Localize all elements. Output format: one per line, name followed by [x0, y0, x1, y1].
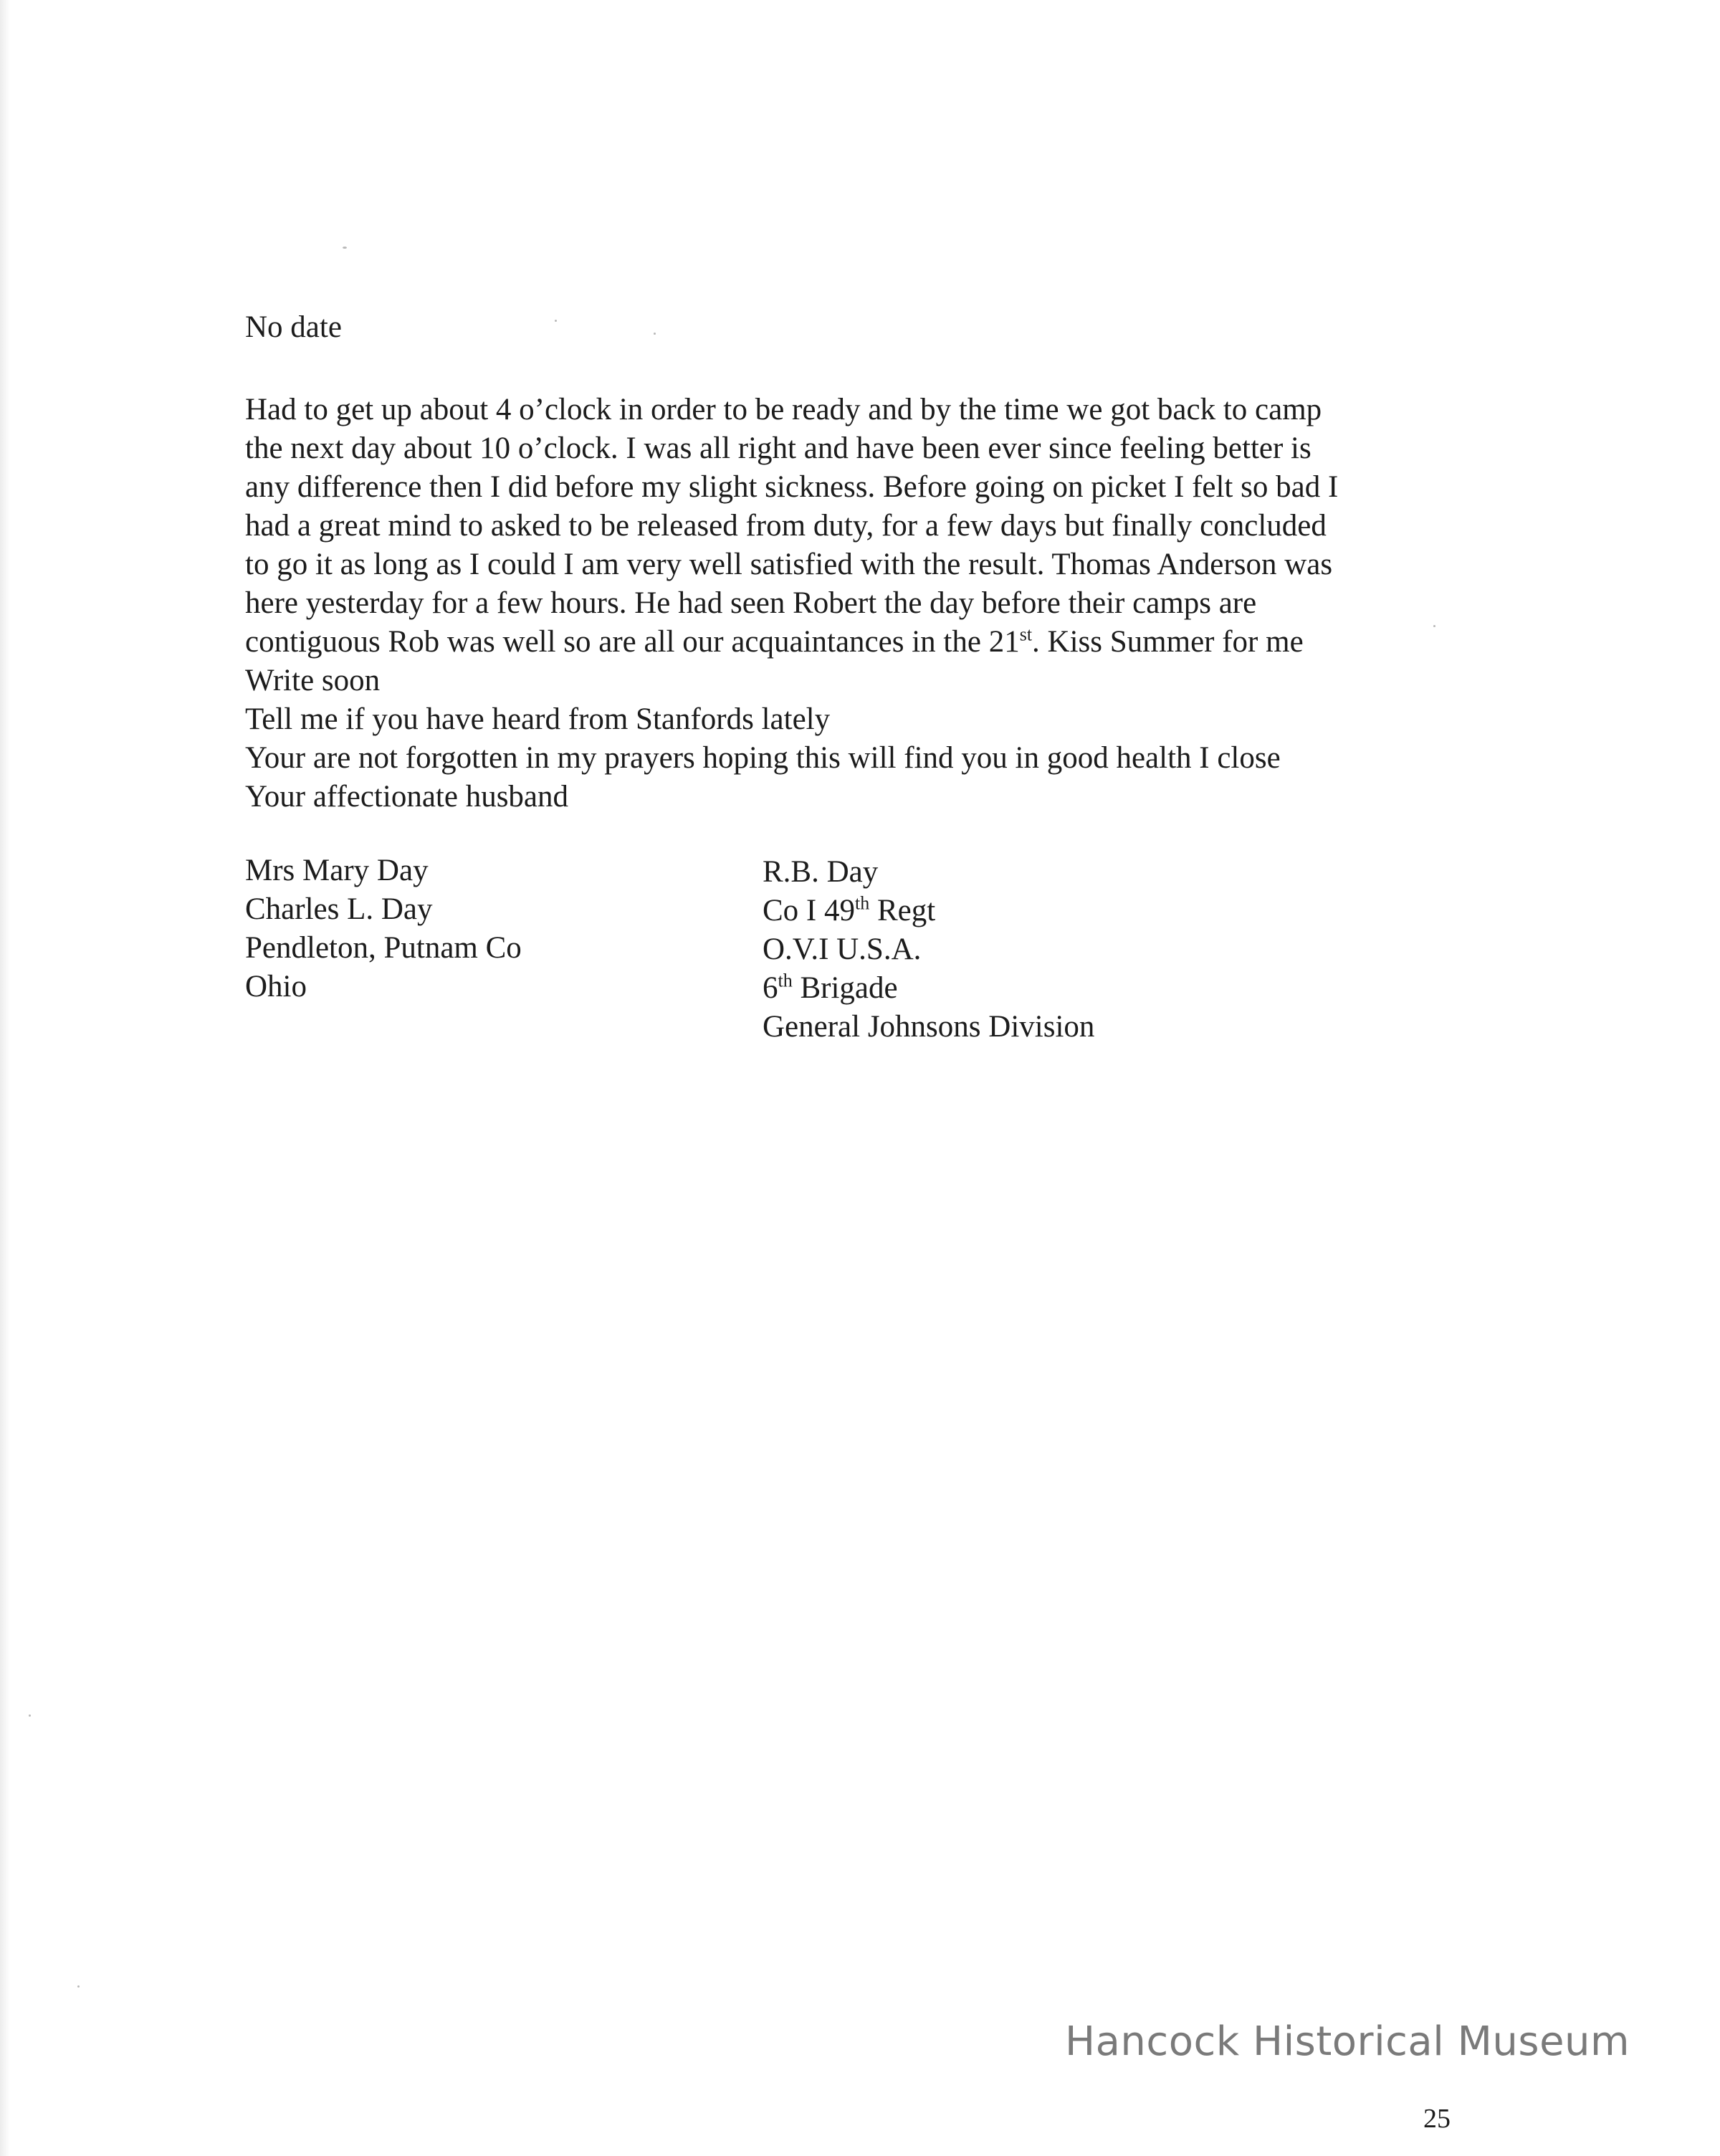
sender-company-text: Co I 49 — [763, 894, 855, 927]
address-line: Ohio — [245, 970, 307, 1003]
closing-line: Tell me if you have heard from Stanfords lately — [245, 702, 831, 736]
recipient-address — [245, 852, 522, 1006]
letter-line: the next day about 10 o’clock. I was all right and have been ever since feeling better is — [245, 431, 1312, 465]
letter-line: any difference then I did before my slight sickness. Before going on picket I felt so bad I — [245, 470, 1339, 504]
sender-unit: O.V.I U.S.A. — [763, 932, 922, 966]
sender-address — [763, 853, 1094, 1046]
letter-line: had a great mind to asked to be released from duty, for a few days but finally concluded — [245, 509, 1327, 543]
address-line: Charles L. Day — [245, 892, 433, 926]
letter-line — [245, 623, 1338, 662]
ordinal-suffix: th — [855, 892, 870, 914]
letter-line: Had to get up about 4 o’clock in order to be ready and by the time we got back to camp — [245, 393, 1322, 426]
scan-edge-shadow — [0, 0, 10, 2156]
scan-speck — [29, 1714, 31, 1717]
letter-line: to go it as long as I could I am very well satisfied with the result. Thomas Anderson was — [245, 548, 1333, 581]
ordinal-suffix: st — [1019, 624, 1033, 645]
sender-name: R.B. Day — [763, 855, 879, 889]
address-line: Pendleton, Putnam Co — [245, 931, 522, 965]
sender-company — [763, 892, 1094, 930]
letter-body — [245, 391, 1338, 816]
sender-division: General Johnsons Division — [763, 1010, 1095, 1044]
closing-line: Your affectionate husband — [245, 780, 569, 814]
sender-company-text: Regt — [869, 894, 936, 927]
letter-line-text: . Kiss Summer for me — [1032, 625, 1304, 659]
sender-brigade-text: 6 — [763, 971, 778, 1005]
address-line: Mrs Mary Day — [245, 854, 429, 887]
scan-speck — [654, 333, 656, 335]
scan-speck — [555, 320, 557, 322]
letter-line-text: contiguous Rob was well so are all our acquaintances in the 21 — [245, 625, 1020, 659]
closing-line: Write soon — [245, 664, 381, 697]
sender-brigade — [763, 969, 1094, 1008]
ordinal-suffix: th — [778, 970, 793, 991]
scan-speck — [1433, 625, 1435, 627]
page-number: 25 — [1423, 2104, 1451, 2134]
letter-line: here yesterday for a few hours. He had seen Robert the day before their camps are — [245, 586, 1257, 620]
museum-watermark: Hancock Historical Museum — [1065, 2018, 1630, 2065]
scan-speck — [343, 247, 347, 249]
date-note: No date — [245, 310, 342, 344]
closing-line: Your are not forgotten in my prayers hoping this will find you in good health I close — [245, 741, 1281, 775]
scan-speck — [77, 1985, 80, 1988]
sender-brigade-text: Brigade — [792, 971, 898, 1005]
